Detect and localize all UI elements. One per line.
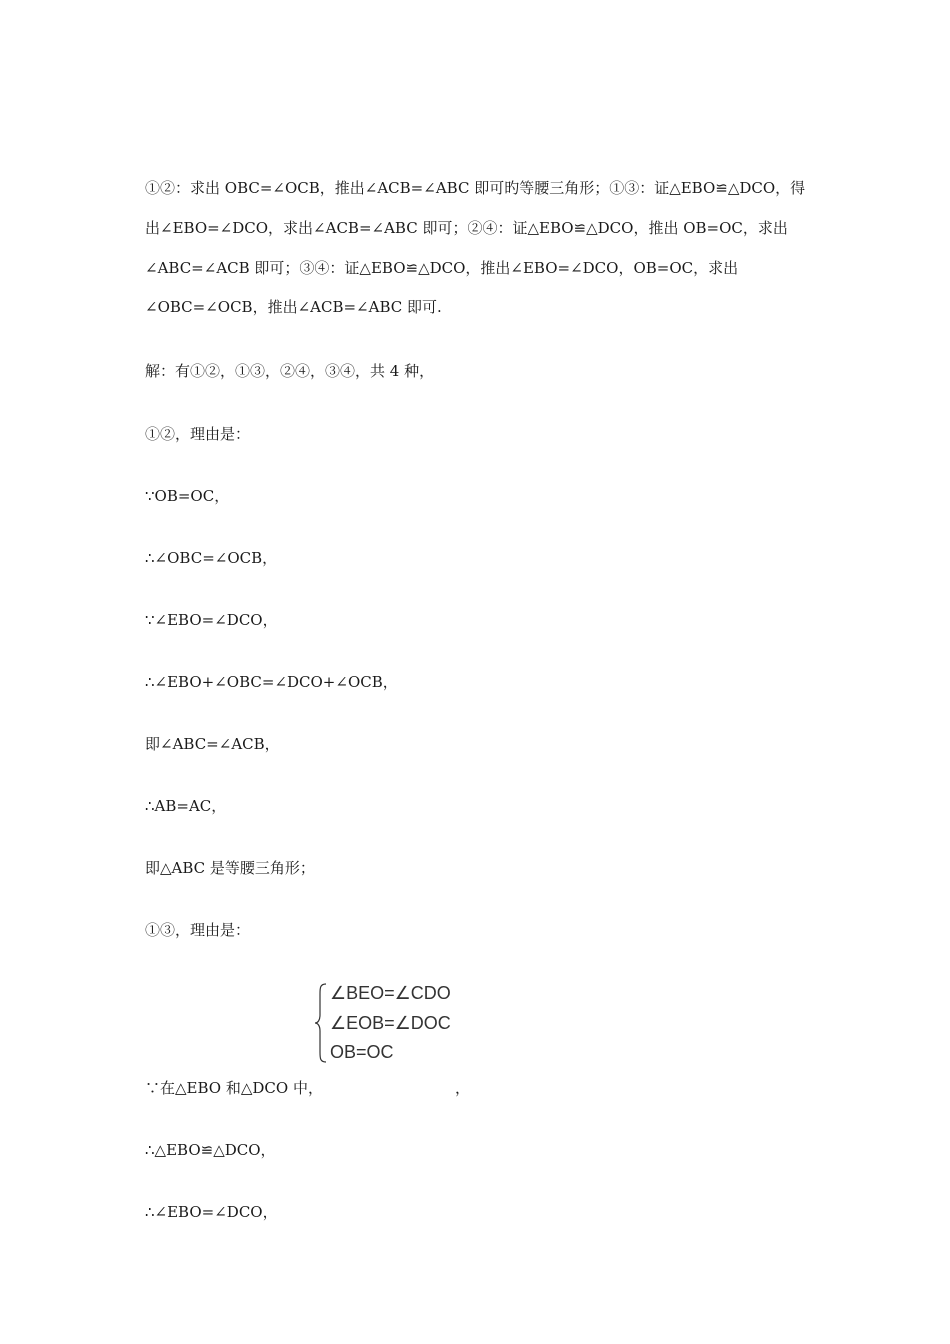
- analysis-line-4: ∠OBC=∠OCB，推出∠ACB=∠ABC 即可.: [145, 298, 442, 316]
- left-brace-icon: [314, 982, 328, 1064]
- step-line: ∴∠EBO+∠OBC=∠DCO+∠OCB，: [145, 673, 398, 691]
- step-line: ∴AB=AC，: [145, 797, 227, 815]
- condition-ob-oc: OB=OC: [330, 1042, 394, 1062]
- step-line: 即∠ABC=∠ACB，: [145, 735, 280, 753]
- case-13-heading: ①③，理由是：: [145, 921, 251, 939]
- system-trailing-comma: ，: [455, 1079, 471, 1097]
- case-12-heading: ①②，理由是：: [145, 425, 251, 443]
- step-line: 即△ABC 是等腰三角形；: [145, 859, 315, 877]
- condition-angle-beo-cdo: ∠BEO=∠CDO: [330, 983, 451, 1003]
- analysis-line-1: ①②：求出 OBC=∠OCB，推出∠ACB=∠ABC 即可旳等腰三角形；①③：证△EBO≌△DCO，得: [145, 179, 806, 197]
- system-intro: ∵在△EBO 和△DCO 中，: [145, 1079, 323, 1097]
- conclusion-line: ∴∠EBO=∠DCO，: [145, 1203, 278, 1221]
- step-line: ∵OB=OC，: [145, 487, 230, 505]
- conclusion-line: ∴△EBO≌△DCO，: [145, 1141, 276, 1159]
- solution-intro: 解：有①②，①③，②④，③④，共 4 种，: [145, 362, 435, 380]
- step-line: ∵∠EBO=∠DCO，: [145, 611, 278, 629]
- analysis-line-3: ∠ABC=∠ACB 即可；③④：证△EBO≌△DCO，推出∠EBO=∠DCO，OB=OC，求出: [145, 259, 739, 277]
- step-line: ∴∠OBC=∠OCB，: [145, 549, 278, 567]
- analysis-line-2: 出∠EBO=∠DCO，求出∠ACB=∠ABC 即可；②④：证△EBO≌△DCO，推出 OB=OC，求出: [145, 219, 788, 237]
- equation-system: [314, 978, 474, 1068]
- condition-angle-eob-doc: ∠EOB=∠DOC: [330, 1013, 451, 1033]
